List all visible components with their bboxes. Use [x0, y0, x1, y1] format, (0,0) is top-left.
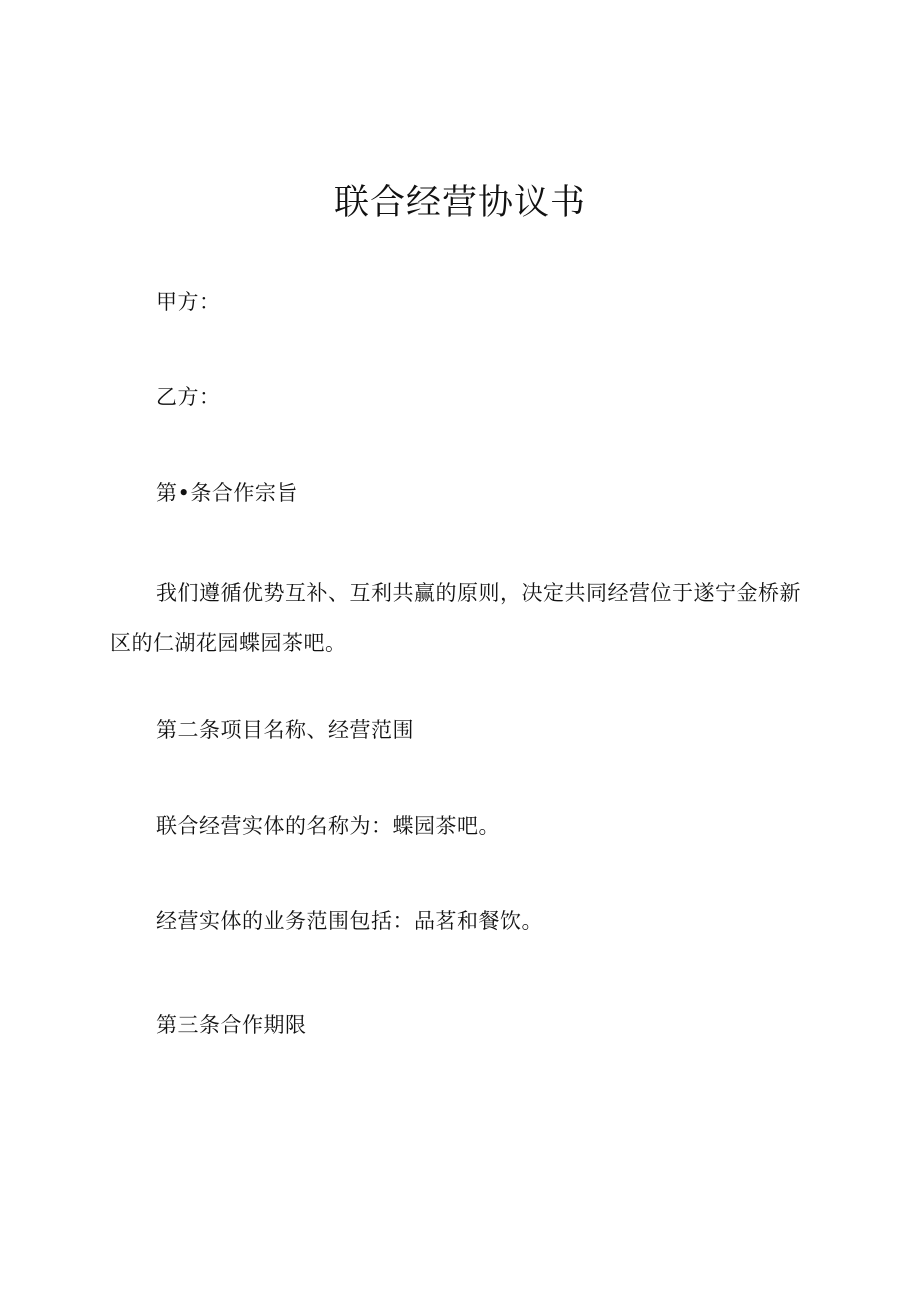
- party-a-label: 甲方：: [156, 290, 221, 314]
- article-3-heading: 第三条合作期限: [156, 1013, 307, 1037]
- article-2-heading: 第二条项目名称、经营范围: [156, 718, 414, 742]
- document-title: 联合经营协议书: [333, 183, 586, 223]
- article-2-entity-name: 联合经营实体的名称为：蝶园茶吧。: [156, 814, 500, 838]
- article-1-body: 我们遵循优势互补、互利共赢的原则，决定共同经营位于遂宁金桥新区的仁湖花园蝶园茶吧。: [110, 581, 801, 655]
- party-b-label: 乙方：: [156, 385, 221, 409]
- article-2-business-scope: 经营实体的业务范围包括：品茗和餐饮。: [156, 909, 543, 933]
- article-1-heading: 第•条合作宗旨: [156, 481, 298, 505]
